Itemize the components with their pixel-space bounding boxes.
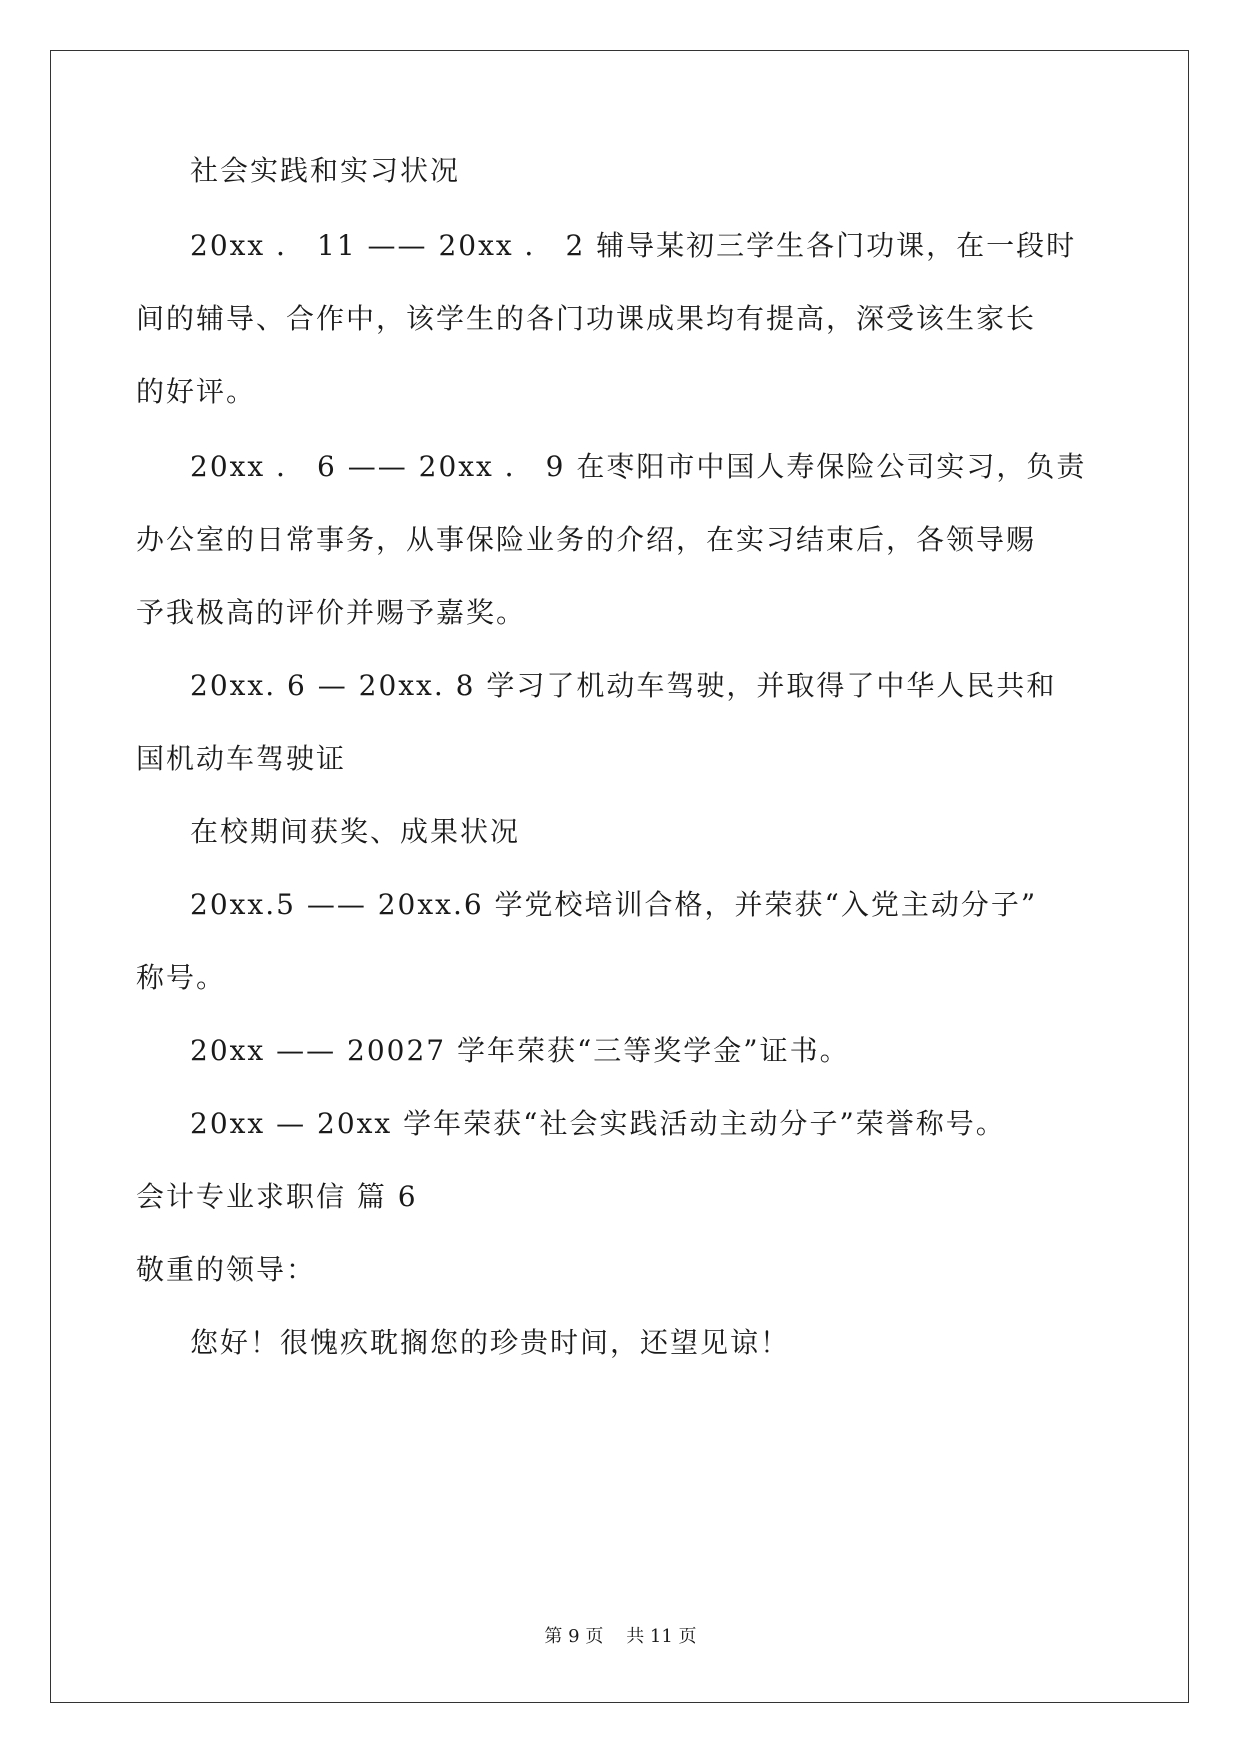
paragraph-line: 20xx ． 11 —— 20xx ． 2 辅导某初三学生各门功课，在一段时 xyxy=(190,229,1077,262)
paragraph-line: 的好评。 xyxy=(136,375,257,408)
paragraph-line: 称号。 xyxy=(136,961,227,994)
paragraph-line: 20xx.5 —— 20xx.6 学党校培训合格，并荣获“入党主动分子” xyxy=(190,888,1038,921)
paragraph-line: 您好！很愧疚耽搁您的珍贵时间，还望见谅！ xyxy=(190,1326,791,1359)
page-border xyxy=(50,50,1189,1703)
paragraph-line: 国机动车驾驶证 xyxy=(136,742,347,775)
paragraph-line: 20xx ． 6 —— 20xx ． 9 在枣阳市中国人寿保险公司实习，负责 xyxy=(190,450,1087,483)
salutation: 敬重的领导： xyxy=(136,1253,317,1286)
article-title: 会计专业求职信 篇 6 xyxy=(136,1180,418,1213)
section-heading-awards: 在校期间获奖、成果状况 xyxy=(190,815,521,848)
paragraph-line: 间的辅导、合作中，该学生的各门功课成果均有提高，深受该生家长 xyxy=(136,302,1037,335)
paragraph-line: 予我极高的评价并赐予嘉奖。 xyxy=(136,596,527,629)
paragraph-line: 办公室的日常事务，从事保险业务的介绍，在实习结束后，各领导赐 xyxy=(136,523,1037,556)
section-heading-practice: 社会实践和实习状况 xyxy=(190,154,461,187)
paragraph-line: 20xx —— 20027 学年荣获“三等奖学金”证书。 xyxy=(190,1034,850,1067)
paragraph-line: 20xx. 6 — 20xx. 8 学习了机动车驾驶，并取得了中华人民共和 xyxy=(190,669,1057,702)
paragraph-line: 20xx — 20xx 学年荣获“社会实践活动主动分子”荣誉称号。 xyxy=(190,1107,1006,1140)
page-number: 第 9 页 共 11 页 xyxy=(544,1626,697,1647)
